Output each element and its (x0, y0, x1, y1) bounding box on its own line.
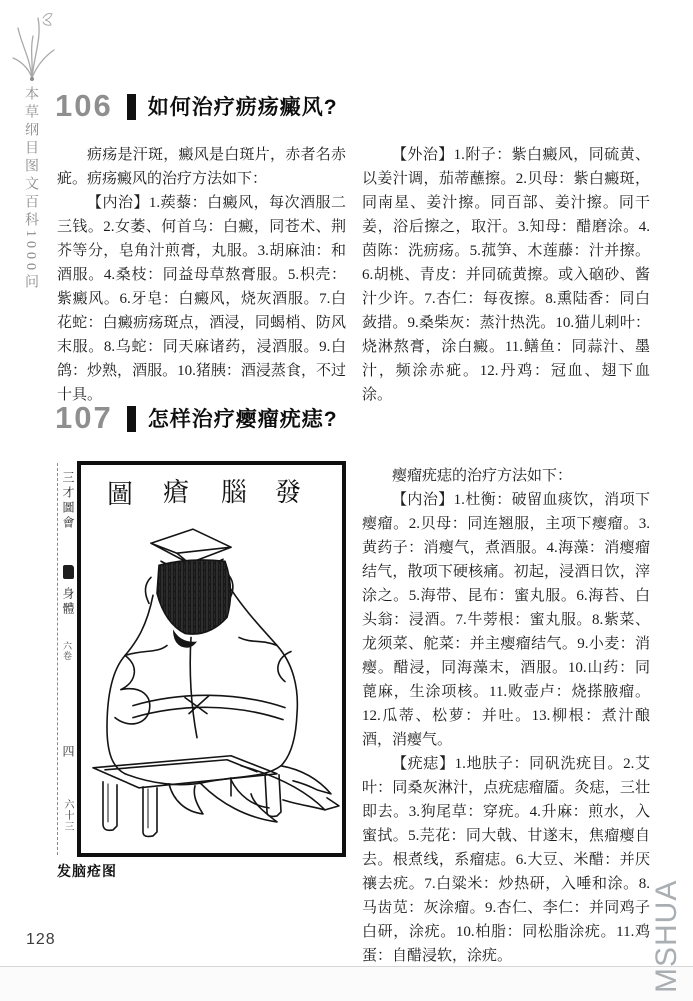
section-106-right-column (362, 143, 650, 407)
woodcut-folio-number: 六十三 (62, 799, 73, 832)
woodcut-source-label: 三才圖會 (61, 471, 75, 531)
section-106-internal-treatment: 【内治】1.蒺藜：白癜风，每次酒服二三钱。2.女萎、何首乌：白癜，同苍术、荆芥等分，皂角汁煎膏，丸服。3.胡麻油：和酒服。4.桑枝：同益母草熬膏服。5.枳壳：紫癜风。6.牙皂：白癜风，烧灰酒服。7.白花蛇：白癜疬疡斑点，酒浸，同蝎梢、防风末服。8.乌蛇：同天麻诸药，浸酒服。9.白鸽：炒熟，酒服。10.猪胰：酒浸蒸食，不过十具。 (57, 195, 346, 403)
section-107-number: 107 (55, 400, 113, 435)
woodcut-title-char: 瘡 (163, 478, 189, 508)
section-106-header (55, 90, 338, 121)
woodcut-volume-label: 身體 (61, 587, 75, 617)
section-107-header (55, 402, 338, 433)
woodcut-seal-mark-icon (63, 565, 74, 579)
section-107-internal-treatment: 【内治】1.杜衡：破留血痰饮，消项下瘿瘤。2.贝母：同连翘服，主项下瘿瘤。3.黄药子：消瘿气，煮酒服。4.海藻：消瘿瘤结气，散项下硬核痛。初起，浸酒日饮，滓涂之。5.海带、昆布：蜜丸服。6.海苔、白头翁：浸酒。7.牛蒡根：蜜丸服。8.紫菜、龙须菜、舵菜：并主瘿瘤结气。9.小麦：消瘿。醋浸，同海藻末，酒服。10.山药：同蓖麻，生涂项核。11.败壶卢：烧搽腋瘤。12.瓜蒂、松萝：并吐。13.柳根：煮汁酿酒，消瘿气。 (362, 492, 650, 748)
woodcut-title-char: 腦 (221, 478, 247, 508)
section-divider-bar (127, 94, 136, 120)
woodcut-title-char: 圖 (107, 480, 133, 510)
orchid-plant-icon (10, 6, 56, 82)
section-106-number: 106 (55, 88, 113, 123)
section-divider-bar (127, 406, 136, 432)
watermark: MSHUA (650, 879, 683, 993)
seated-figure-illustration (81, 465, 342, 853)
section-107-intro: 瘿瘤疣痣的治疗方法如下： (392, 468, 573, 484)
section-106-left-column (57, 143, 346, 407)
section-107-right-column (362, 464, 650, 968)
section-106-title: 如何治疗疬疡癜风? (147, 95, 338, 119)
page-bottom-edge (0, 967, 693, 1001)
woodcut-title-char: 發 (275, 478, 301, 508)
section-107-title: 怎样治疗瘿瘤疣痣? (147, 407, 338, 431)
woodcut-frame (77, 461, 346, 857)
woodcut-margin-strip (57, 463, 78, 855)
woodcut-caption: 发脑疮图 (57, 863, 117, 879)
section-106-intro: 疬疡是汗斑，癜风是白斑片，赤者名赤疵。疬疡癜风的治疗方法如下： (57, 147, 346, 187)
spine-book-title: 本草纲目图文百科1000问 (23, 86, 38, 292)
section-107-warts-treatment: 【疣痣】1.地肤子：同矾洗疣目。2.艾叶：同桑灰淋汁，点疣痣瘤靥。灸痣，三壮即去。3.狗尾草：穿疣。4.升麻：煎水，入蜜拭。5.芫花：同大戟、甘遂末，焦瘤瘿自去。根煮线，系瘤痣。6.大豆、米醋：并厌禳去疣。7.白粱米：炒热研，入唾和涂。8.马齿苋：灰涂瘤。9.杏仁、李仁：并同鸡子白研，涂疣。10.柏脂：同松脂涂疣。11.鸡蛋：自醋浸软，涂疣。 (362, 756, 650, 964)
page-bottom-rule (0, 966, 693, 967)
woodcut-volume-small-label: 六卷 (62, 641, 72, 661)
section-106-external-treatment: 【外治】1.附子：紫白癜风，同硫黄、以姜汁调，茄蒂蘸擦。2.贝母：紫白癜斑，同南星、姜汁擦。同百部、姜汁擦。同干姜，浴后擦之，取汗。3.知母：醋磨涂。4.茵陈：洗疬疡。5.菰笋、木莲藤：汁并擦。6.胡桃、青皮：并同硫黄擦。或入硇砂、酱汁少许。7.杏仁：每夜擦。8.熏陆香：同白蔹措。9.桑柴灰：蒸汁热洗。10.猫儿刺叶：烧淋熬膏，涂白癜。11.鳝鱼：同蒜汁、墨汁，频涂赤疵。12.丹鸡：冠血、翅下血涂。 (362, 147, 650, 403)
page-number: 128 (26, 931, 56, 948)
woodcut-figure (57, 461, 346, 857)
woodcut-folio-char: 四 (61, 745, 75, 760)
